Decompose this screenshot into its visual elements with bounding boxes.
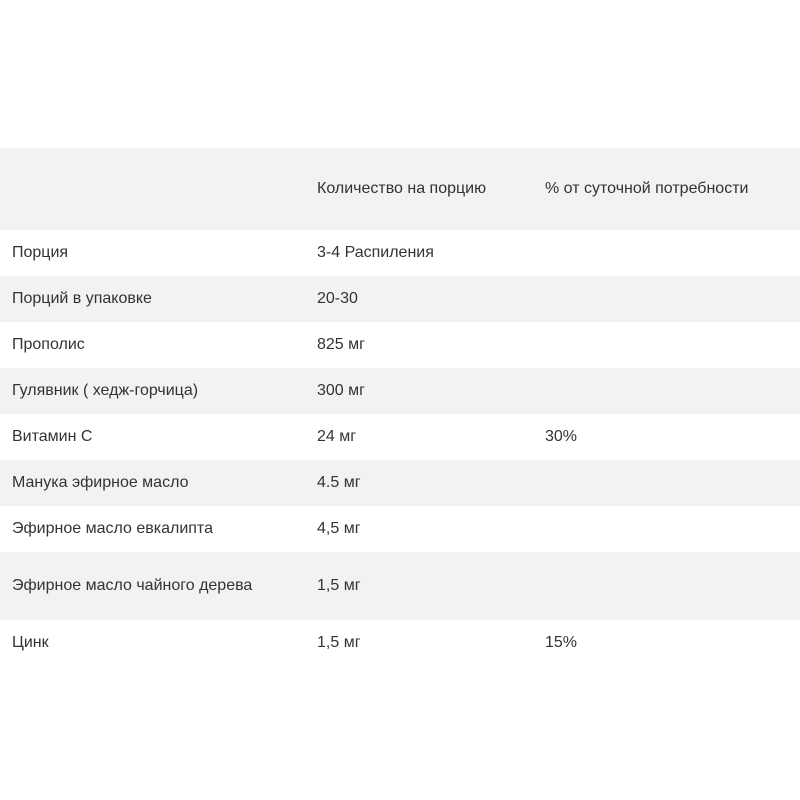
table-row (0, 322, 800, 368)
row-daily-value: 15% (545, 634, 578, 651)
row-name: Эфирное масло чайного дерева (12, 577, 253, 594)
table-row (0, 368, 800, 414)
table-row (0, 552, 800, 620)
table-row (0, 460, 800, 506)
row-amount: 4,5 мг (317, 520, 361, 537)
row-name: Цинк (12, 634, 49, 651)
row-amount: 24 мг (317, 428, 357, 445)
table-row (0, 414, 800, 460)
row-amount: 300 мг (317, 382, 365, 399)
row-name: Витамин С (12, 428, 93, 445)
row-name: Манука эфирное масло (12, 474, 189, 491)
table-row (0, 276, 800, 322)
row-amount: 825 мг (317, 336, 365, 353)
nutrition-table (0, 148, 800, 666)
row-amount: 4.5 мг (317, 474, 361, 491)
row-name: Эфирное масло евкалипта (12, 520, 213, 537)
header-cell-amount: Количество на порцию (317, 180, 487, 197)
row-name: Порция (12, 244, 69, 261)
table-row (0, 230, 800, 276)
table-header-row (0, 148, 800, 230)
row-amount: 1,5 мг (317, 634, 361, 651)
row-name: Прополис (12, 336, 85, 353)
row-amount: 3-4 Распиления (317, 244, 434, 261)
header-cell-daily-value: % от суточной потребности (545, 180, 749, 197)
row-name: Порций в упаковке (12, 290, 152, 307)
table-row (0, 506, 800, 552)
row-daily-value: 30% (545, 428, 578, 445)
table-row (0, 620, 800, 666)
row-amount: 20-30 (317, 290, 358, 307)
row-amount: 1,5 мг (317, 577, 361, 594)
row-name: Гулявник ( хедж-горчица) (12, 382, 199, 399)
